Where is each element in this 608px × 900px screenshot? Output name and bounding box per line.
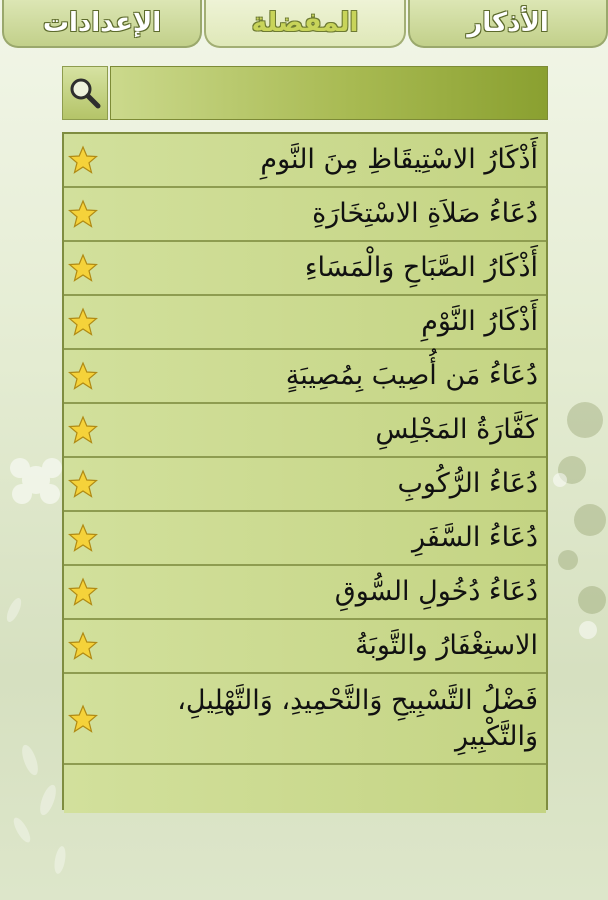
list-item-title: دُعَاءُ صَلاَةِ الاسْتِخَارَةِ [312,198,538,229]
list-item-title: كَفَّارَةُ المَجْلِسِ [375,414,538,445]
list-item[interactable] [64,620,546,674]
star-icon[interactable] [68,523,98,553]
list-item[interactable] [64,242,546,296]
list-item[interactable] [64,350,546,404]
star-icon[interactable] [68,253,98,283]
star-icon[interactable] [68,361,98,391]
tab-settings-label: الإعدادات [42,8,162,38]
list-item-title: دُعَاءُ الرُّكُوبِ [397,468,538,499]
list-item-title: دُعَاءُ مَن أُصِيبَ بِمُصِيبَةٍ [285,360,538,391]
list-item[interactable] [64,188,546,242]
list-item[interactable] [64,512,546,566]
list-item-title: دُعَاءُ دُخُولِ السُّوقِ [334,576,538,607]
tab-azkar-label: الأذكار [467,8,549,38]
list-item[interactable] [64,566,546,620]
search-button[interactable] [62,66,108,120]
search-icon [67,75,103,111]
favorites-list [62,132,548,810]
tab-favorites[interactable] [204,0,406,48]
star-icon[interactable] [68,704,98,734]
list-item-title: أَذْكَارُ النَّوْمِ [421,306,538,337]
list-item[interactable] [64,404,546,458]
list-item-title: أَذْكَارُ الصَّبَاحِ وَالْمَسَاءِ [304,252,538,283]
star-icon[interactable] [68,199,98,229]
star-icon[interactable] [68,145,98,175]
list-item[interactable] [64,296,546,350]
list-empty-row [64,765,546,813]
list-item[interactable] [64,134,546,188]
star-icon[interactable] [68,469,98,499]
tab-settings[interactable] [2,0,202,48]
search-input[interactable] [110,66,548,120]
star-icon[interactable] [68,307,98,337]
list-item-title: أَذْكَارُ الاسْتِيقَاظِ مِنَ النَّومِ [260,144,538,175]
star-icon[interactable] [68,577,98,607]
star-icon[interactable] [68,415,98,445]
list-item-title: دُعَاءُ السَّفَرِ [411,522,538,553]
search-bar [62,66,548,120]
list-item-title: الاستِغْفَارُ والتَّوبَةُ [354,630,538,661]
tab-favorites-label: المفضلة [251,8,359,38]
tab-azkar[interactable] [408,0,608,48]
tab-bar [0,0,608,52]
list-item[interactable] [64,674,546,765]
list-item-title: فَضْلُ التَّسْبِيحِ وَالتَّحْمِيدِ، وَالتَّهْلِيلِ، وَالتَّكْبِيرِ [177,684,538,752]
list-item[interactable] [64,458,546,512]
star-icon[interactable] [68,631,98,661]
